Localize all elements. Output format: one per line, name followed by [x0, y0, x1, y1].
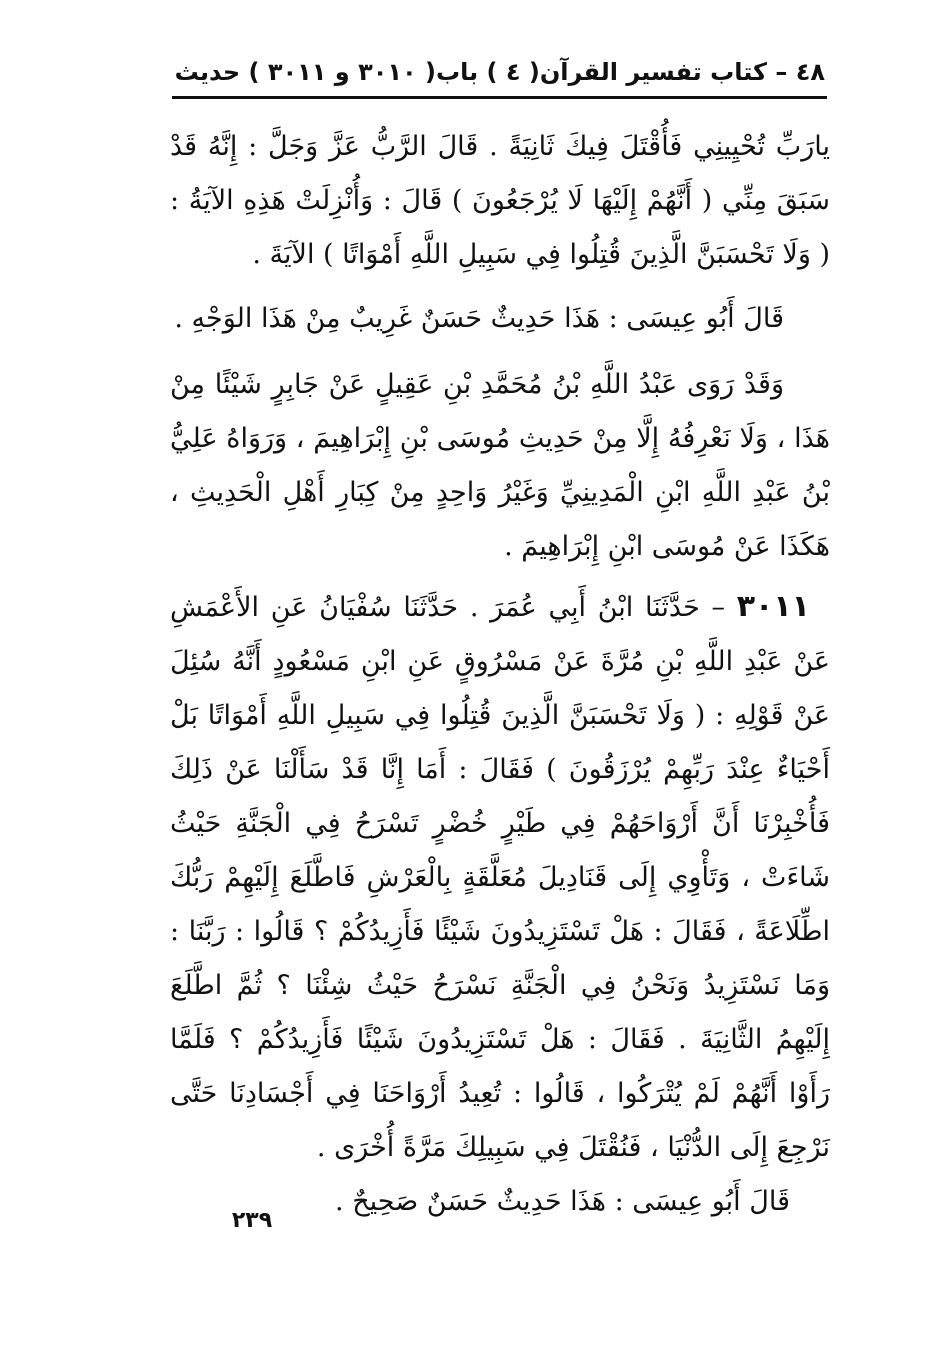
header-section: ( ٤ ) باب [436, 58, 540, 86]
paragraph-hadith [170, 580, 830, 1175]
paragraph-final-grading: قَالَ أَبُو عِيسَى : هَذَا حَدِيثٌ حَسَنٌ صَحِيحٌ . [335, 1186, 790, 1217]
paragraph-continuation: يارَبِّ تُحْيِينِي فَأُقْتَلَ فِيكَ ثَانِيَةً . قَالَ الرَّبُّ عَزَّ وَجَلَّ : إِنَّهُ قَدْ سَبَقَ مِنِّي ( أَنَّهُمْ إِلَيْهَا لَا يُرْجَعُونَ ) قَالَ : وَأُنْزِلَتْ هَذِهِ الآيَةُ : ( وَلَا تَحْسَبَنَّ الَّذِينَ قُتِلُوا فِي سَبِيلِ اللَّهِ أَمْوَاتًا ) الآيَةَ . [170, 131, 830, 270]
page-number: ٢٣٩ [231, 1208, 273, 1233]
running-header [175, 52, 825, 92]
hadith-number: ٣٠١١ [736, 589, 810, 624]
paragraph-grading: قَالَ أَبُو عِيسَى : هَذَا حَدِيثٌ حَسَنٌ غَرِيبٌ مِنْ هَذَا الوَجْهِ . [174, 303, 784, 334]
hadith-text: – حَدَّثَنَا ابْنُ أَبِي عُمَرَ . حَدَّثَنَا سُفْيَانُ عَنِ الأَعْمَشِ عَنْ عَبْدِ اللَّهِ بْنِ مُرَّةَ عَنْ مَسْرُوقٍ عَنِ ابْنِ مَسْعُودٍ أَنَّهُ سُئِلَ عَنْ قَوْلِهِ : ( وَلَا تَحْسَبَنَّ الَّذِينَ قُتِلُوا فِي سَبِيلِ اللَّهِ أَمْوَاتًا بَلْ أَحْيَاءٌ عِنْدَ رَبِّهِمْ يُرْزَقُونَ ) فَقَالَ : أَمَا إِنَّا قَدْ سَأَلْنَا عَنْ ذَلِكَ فَأُخْبِرْنَا أَنَّ أَرْوَاحَهُمْ فِي طَيْرٍ خُضْرٍ تَسْرَحُ فِي الْجَنَّةِ حَيْثُ شَاءَتْ ، وَتَأْوِي إِلَى قَنَادِيلَ مُعَلَّقَةٍ بِالْعَرْشِ فَاطَّلَعَ إِلَيْهِمْ رَبُّكَ اطِّلَاعَةً ، فَقَالَ : هَلْ تَسْتَزِيدُونَ شَيْئًا فَأَزِيدُكُمْ ؟ قَالُوا : رَبَّنَا : وَمَا نَسْتَزِيدُ وَنَحْنُ فِي الْجَنَّةِ نَسْرَحُ حَيْثُ شِئْنَا ؟ ثُمَّ اطَّلَعَ إِلَيْهِمُ الثَّانِيَةَ . فَقَالَ : هَلْ تَسْتَزِيدُونَ شَيْئًا فَأَزِيدُكُمْ ؟ فَلَمَّا رَأَوْا أَنَّهُمْ لَمْ يُتْرَكُوا ، قَالُوا : تُعِيدُ أَرْوَاحَنَا فِي أَجْسَادِنَا حَتَّى نَرْجِعَ إِلَى الدُّنْيَا ، فَنُقْتَلَ فِي سَبِيلِكَ مَرَّةً أُخْرَى . [170, 592, 830, 1163]
header-rule [172, 96, 827, 99]
paragraph-commentary: وَقَدْ رَوَى عَبْدُ اللَّهِ بْنُ مُحَمَّدِ بْنِ عَقِيلٍ عَنْ جَابِرٍ شَيْئًا مِنْ هَذَا ، وَلَا نَعْرِفُهُ إِلَّا مِنْ حَدِيثِ مُوسَى بْنِ إِبْرَاهِيمَ ، وَرَوَاهُ عَلِيُّ بْنُ عَبْدِ اللَّهِ ابْنِ الْمَدِينِيِّ وَغَيْرُ وَاحِدٍ مِنْ كِبَارِ أَهْلِ الْحَدِيثِ ، هَكَذَا عَنْ مُوسَى ابْنِ إِبْرَاهِيمَ . [170, 369, 830, 562]
header-hadith-range: ( ٣٠١٠ و ٣٠١١ ) حديث [174, 58, 436, 86]
text-body [170, 120, 830, 1229]
header-chapter: ٤٨ – كتاب تفسير القرآن [539, 58, 825, 86]
